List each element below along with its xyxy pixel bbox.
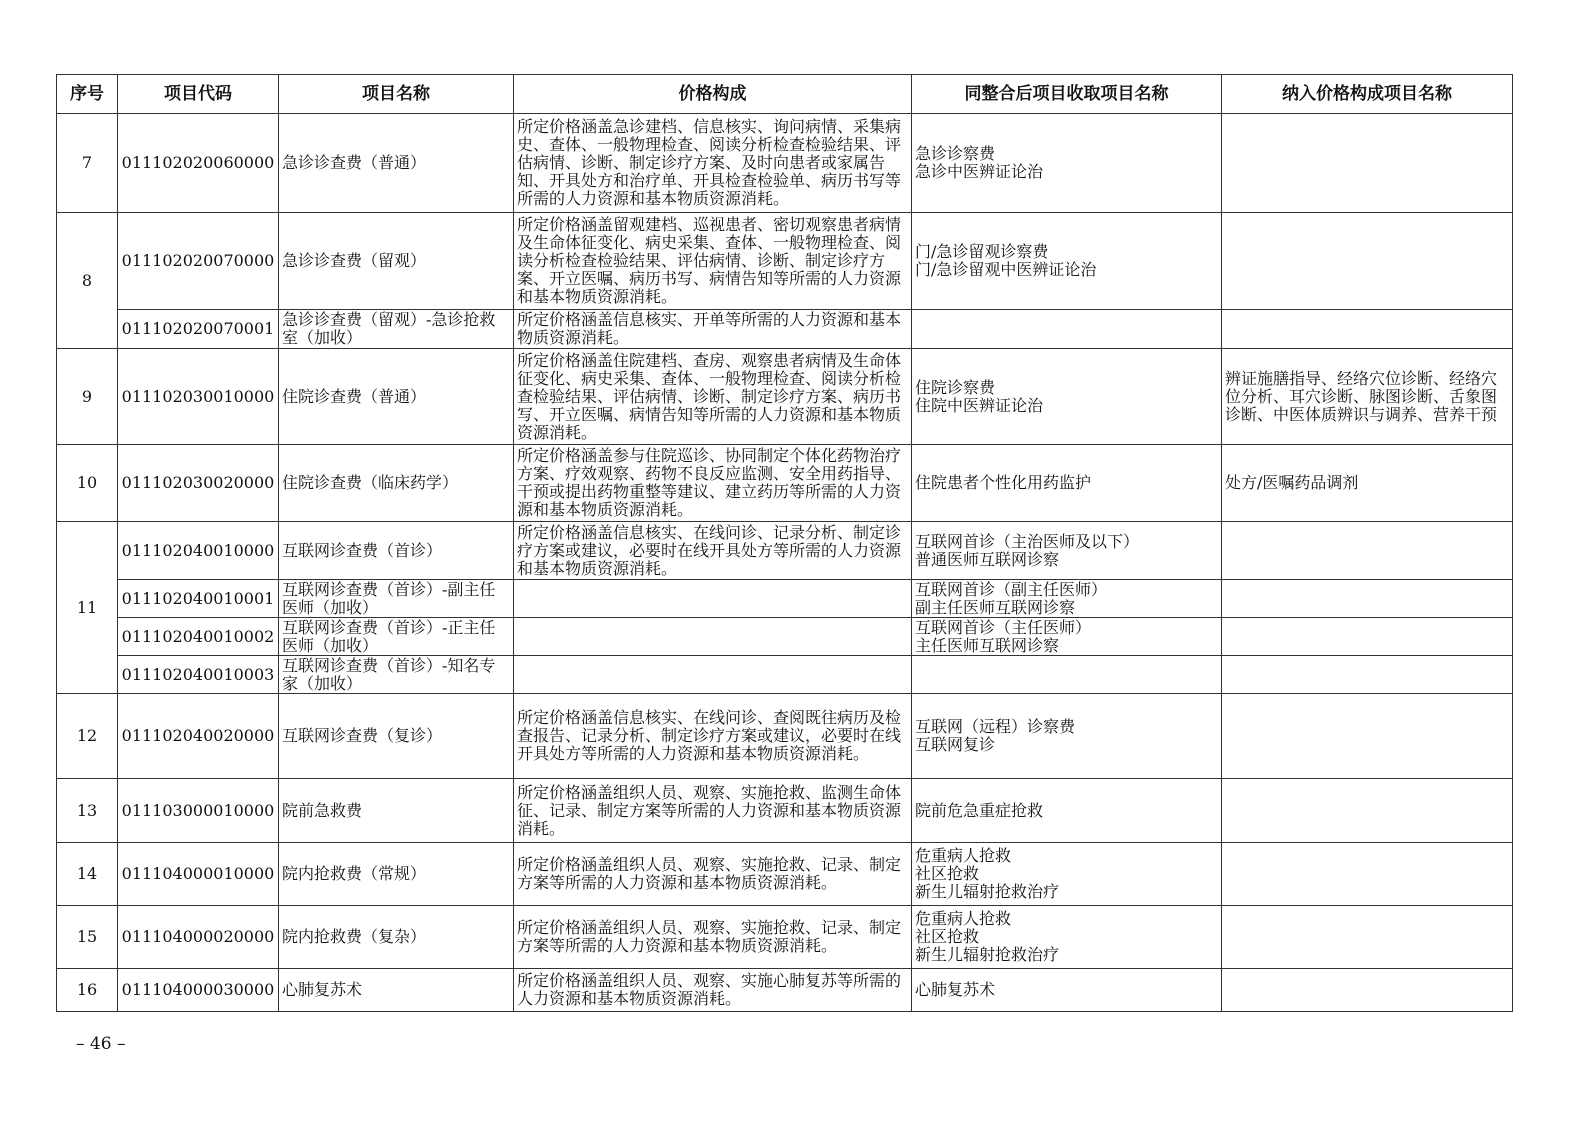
cell-code: 011102030010000 (118, 349, 279, 445)
cell-merged-name (912, 310, 1222, 349)
cell-included-name: 处方/医嘱药品调剂 (1222, 445, 1513, 522)
cell-seq: 15 (57, 906, 118, 969)
cell-name: 院前急救费 (279, 779, 514, 843)
cell-code: 011102020070000 (118, 213, 279, 310)
table-row (57, 694, 1513, 779)
header-composition: 价格构成 (514, 75, 912, 114)
table-row (57, 618, 1513, 656)
cell-code: 011104000020000 (118, 906, 279, 969)
cell-code: 011102040020000 (118, 694, 279, 779)
cell-merged-name: 门/急诊留观诊察费 门/急诊留观中医辨证论治 (912, 213, 1222, 310)
table-row (57, 310, 1513, 349)
cell-name: 院内抢救费（复杂） (279, 906, 514, 969)
cell-seq: 8 (57, 213, 118, 349)
table-row (57, 969, 1513, 1012)
table-row (57, 349, 1513, 445)
price-sheet (56, 74, 1512, 1012)
table-row (57, 580, 1513, 618)
header-name: 项目名称 (279, 75, 514, 114)
cell-composition: 所定价格涵盖急诊建档、信息核实、询问病情、采集病史、查体、一般物理检查、阅读分析检查检验结果、评估病情、诊断、制定诊疗方案、及时向患者或家属告知、开具处方和治疗单、开具检查检验单、病历书写等所需的人力资源和基本物质资源消耗。 (514, 114, 912, 213)
cell-composition: 所定价格涵盖组织人员、观察、实施抢救、监测生命体征、记录、制定方案等所需的人力资源和基本物质资源消耗。 (514, 779, 912, 843)
cell-name: 互联网诊查费（首诊）-知名专家（加收） (279, 656, 514, 694)
cell-name: 互联网诊查费（首诊） (279, 522, 514, 580)
cell-merged-name: 互联网首诊（副主任医师） 副主任医师互联网诊察 (912, 580, 1222, 618)
cell-code: 011102040010001 (118, 580, 279, 618)
cell-name: 急诊诊查费（留观）-急诊抢救室（加收） (279, 310, 514, 349)
cell-name: 互联网诊查费（首诊）-正主任医师（加收） (279, 618, 514, 656)
header-merged-name: 同整合后项目收取项目名称 (912, 75, 1222, 114)
cell-seq: 13 (57, 779, 118, 843)
table-row (57, 522, 1513, 580)
cell-included-name (1222, 906, 1513, 969)
cell-included-name (1222, 618, 1513, 656)
cell-included-name (1222, 656, 1513, 694)
cell-code: 011102040010003 (118, 656, 279, 694)
cell-code: 011102040010002 (118, 618, 279, 656)
cell-merged-name: 住院诊察费 住院中医辨证论治 (912, 349, 1222, 445)
cell-code: 011104000030000 (118, 969, 279, 1012)
table-row (57, 843, 1513, 906)
table-row (57, 213, 1513, 310)
table-row (57, 779, 1513, 843)
cell-composition: 所定价格涵盖信息核实、开单等所需的人力资源和基本物质资源消耗。 (514, 310, 912, 349)
price-table (56, 74, 1513, 1012)
cell-code: 011102030020000 (118, 445, 279, 522)
cell-seq: 14 (57, 843, 118, 906)
cell-merged-name: 危重病人抢救 社区抢救 新生儿辐射抢救治疗 (912, 906, 1222, 969)
cell-included-name (1222, 969, 1513, 1012)
cell-composition (514, 580, 912, 618)
cell-code: 011103000010000 (118, 779, 279, 843)
cell-name: 住院诊查费（临床药学） (279, 445, 514, 522)
cell-included-name (1222, 522, 1513, 580)
table-row (57, 906, 1513, 969)
cell-merged-name: 互联网首诊（主治医师及以下） 普通医师互联网诊察 (912, 522, 1222, 580)
table-row (57, 114, 1513, 213)
cell-seq: 16 (57, 969, 118, 1012)
cell-composition: 所定价格涵盖住院建档、查房、观察患者病情及生命体征变化、病史采集、查体、一般物理检查、阅读分析检查检验结果、评估病情、诊断、制定诊疗方案、病历书写、开立医嘱、病情告知等所需的人力资源和基本物质资源消耗。 (514, 349, 912, 445)
cell-seq: 7 (57, 114, 118, 213)
cell-included-name: 辨证施膳指导、经络穴位诊断、经络穴位分析、耳穴诊断、脉图诊断、舌象图诊断、中医体质辨识与调养、营养干预 (1222, 349, 1513, 445)
cell-name: 院内抢救费（常规） (279, 843, 514, 906)
cell-merged-name: 互联网首诊（主任医师） 主任医师互联网诊察 (912, 618, 1222, 656)
table-row (57, 656, 1513, 694)
cell-code: 011102020070001 (118, 310, 279, 349)
cell-merged-name: 住院患者个性化用药监护 (912, 445, 1222, 522)
cell-included-name (1222, 580, 1513, 618)
header-seq: 序号 (57, 75, 118, 114)
cell-included-name (1222, 114, 1513, 213)
cell-name: 心肺复苏术 (279, 969, 514, 1012)
cell-composition: 所定价格涵盖组织人员、观察、实施抢救、记录、制定方案等所需的人力资源和基本物质资源消耗。 (514, 906, 912, 969)
cell-merged-name: 院前危急重症抢救 (912, 779, 1222, 843)
cell-name: 住院诊查费（普通） (279, 349, 514, 445)
cell-included-name (1222, 694, 1513, 779)
page-number: – 46 – (76, 1034, 126, 1054)
cell-seq: 9 (57, 349, 118, 445)
cell-composition (514, 618, 912, 656)
cell-code: 011102040010000 (118, 522, 279, 580)
cell-merged-name: 急诊诊察费 急诊中医辨证论治 (912, 114, 1222, 213)
cell-composition: 所定价格涵盖留观建档、巡视患者、密切观察患者病情及生命体征变化、病史采集、查体、一般物理检查、阅读分析检查检验结果、评估病情、诊断、制定诊疗方案、开立医嘱、病历书写、病情告知等所需的人力资源和基本物质资源消耗。 (514, 213, 912, 310)
cell-name: 急诊诊查费（普通） (279, 114, 514, 213)
cell-included-name (1222, 213, 1513, 310)
header-code: 项目代码 (118, 75, 279, 114)
cell-composition: 所定价格涵盖参与住院巡诊、协同制定个体化药物治疗方案、疗效观察、药物不良反应监测、安全用药指导、干预或提出药物重整等建议、建立药历等所需的人力资源和基本物质资源消耗。 (514, 445, 912, 522)
cell-merged-name: 危重病人抢救 社区抢救 新生儿辐射抢救治疗 (912, 843, 1222, 906)
table-header-row (57, 75, 1513, 114)
cell-merged-name (912, 656, 1222, 694)
cell-merged-name: 心肺复苏术 (912, 969, 1222, 1012)
cell-code: 011104000010000 (118, 843, 279, 906)
cell-seq: 10 (57, 445, 118, 522)
cell-name: 急诊诊查费（留观） (279, 213, 514, 310)
cell-code: 011102020060000 (118, 114, 279, 213)
cell-name: 互联网诊查费（首诊）-副主任医师（加收） (279, 580, 514, 618)
cell-composition: 所定价格涵盖组织人员、观察、实施抢救、记录、制定方案等所需的人力资源和基本物质资源消耗。 (514, 843, 912, 906)
cell-seq: 12 (57, 694, 118, 779)
cell-included-name (1222, 779, 1513, 843)
cell-merged-name: 互联网（远程）诊察费 互联网复诊 (912, 694, 1222, 779)
cell-name: 互联网诊查费（复诊） (279, 694, 514, 779)
cell-seq: 11 (57, 522, 118, 694)
cell-composition (514, 656, 912, 694)
cell-included-name (1222, 310, 1513, 349)
header-included-name: 纳入价格构成项目名称 (1222, 75, 1513, 114)
cell-included-name (1222, 843, 1513, 906)
cell-composition: 所定价格涵盖信息核实、在线问诊、查阅既往病历及检查报告、记录分析、制定诊疗方案或建议，必要时在线开具处方等所需的人力资源和基本物质资源消耗。 (514, 694, 912, 779)
cell-composition: 所定价格涵盖组织人员、观察、实施心肺复苏等所需的人力资源和基本物质资源消耗。 (514, 969, 912, 1012)
table-row (57, 445, 1513, 522)
cell-composition: 所定价格涵盖信息核实、在线问诊、记录分析、制定诊疗方案或建议，必要时在线开具处方等所需的人力资源和基本物质资源消耗。 (514, 522, 912, 580)
